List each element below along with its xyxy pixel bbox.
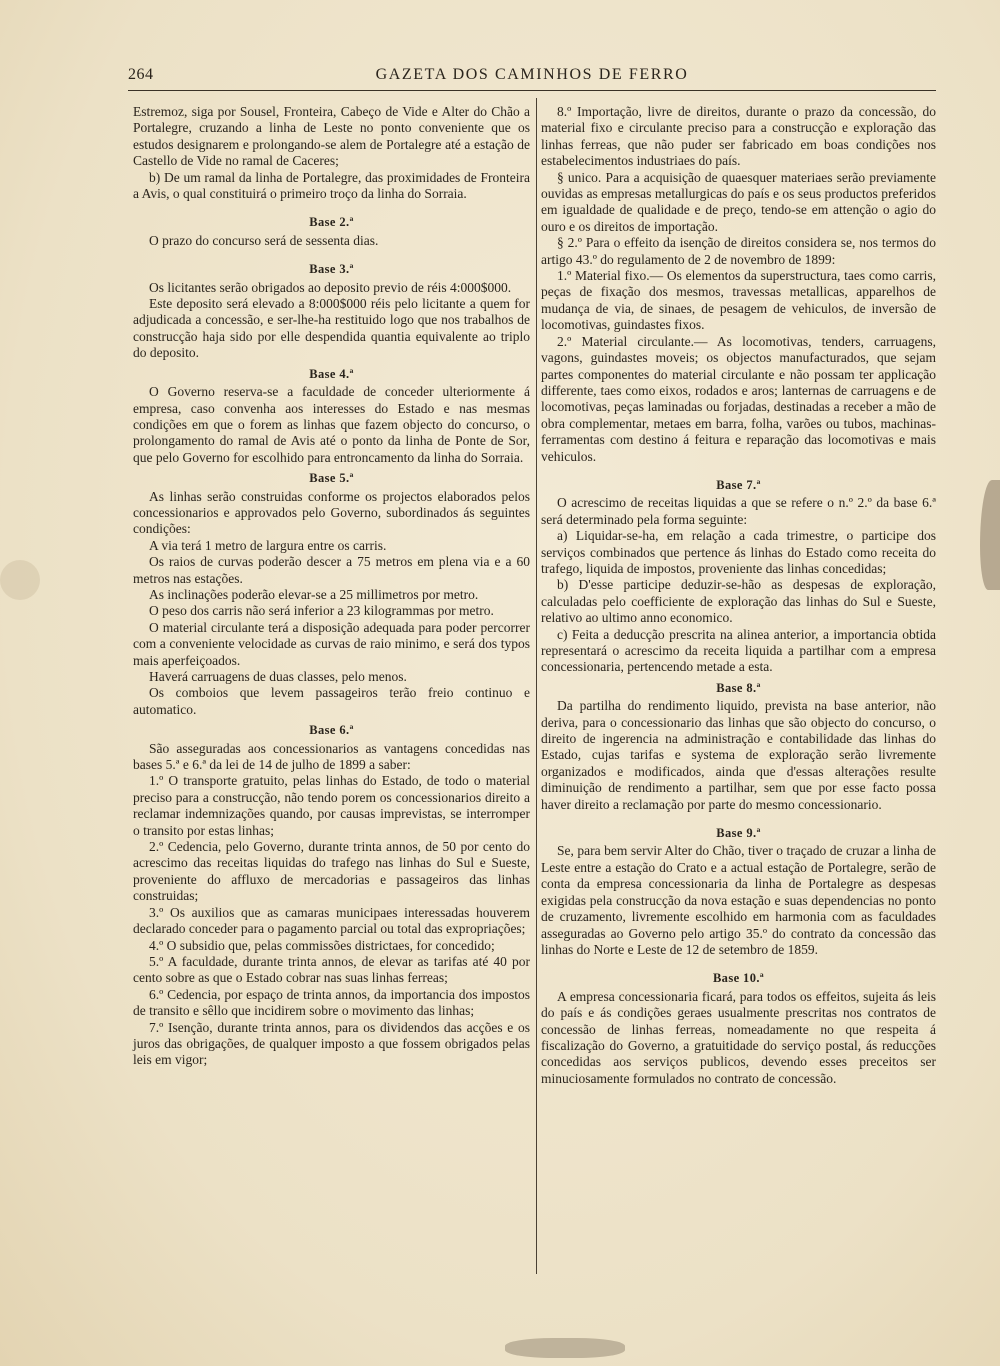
section-heading: Base 2.ª: [309, 215, 354, 230]
page-edge-tear: [980, 480, 1000, 590]
paragraph: O Governo reserva-se a faculdade de conceder ulteriormente á empresa, caso convenha aos interesses do Estado e nas mesmas condições em que o forem as linhas que fazem objecto do concurso, o prolongamento do ramal de Avis até o ponto da linha de Ponte de Sor, que pelo Governo for escolhido para entroncamento da linha do Sorraia.: [133, 384, 530, 465]
page-header: [128, 64, 936, 91]
paragraph: 7.º Isenção, durante trinta annos, para os dividendos das acções e os juros das obrigações, de qualquer imposto a que fossem obrigados pelas leis em vigor;: [133, 1019, 530, 1068]
journal-title: GAZETA DOS CAMINHOS DE FERRO: [375, 66, 689, 83]
page-bottom-tear: [505, 1338, 625, 1358]
paragraph: 1.º Material fixo.— Os elementos da superstructura, taes como carris, peças de fixação dos mesmos, travessas metallicas, apparelhos de mudança de via, de sinaes, de pesagem de vehiculos, de inversão de locomotivas, guindastes fixos.: [541, 268, 936, 333]
section-heading: Base 7.ª: [716, 477, 761, 492]
paragraph: 2.º Material circulante.— As locomotivas, tenders, carruagens, vagons, guindastes moveis; os objectos manufacturados, que sejam partes componentes do material circulante e não possam ter applicação differente, taes como eixos, rodados e aros; lanternas de carruagens e de locomotivas, peças laminadas ou forjadas, destinadas a receber a mão de obra complementar, metaes em barra, folha, varões ou tubos, machinas-ferramentas com destino á feitura e reparação das locomotivas e mais vehiculos.: [541, 333, 936, 464]
paragraph: 5.º A faculdade, durante trinta annos, de elevar as tarifas até 40 por cento sobre as que o Estado cobrar nas suas linhas ferreas;: [133, 953, 530, 986]
paragraph: Este deposito será elevado a 8:000$000 réis pelo licitante a quem for adjudicada a concessão, e ser-lhe-ha restituido logo que nos trabalhos de construcção haja sido por elle despendida quantia equivalente ao triplo do deposito.: [133, 296, 530, 361]
section-heading: Base 9.ª: [716, 826, 761, 841]
paragraph: Os raios de curvas poderão descer a 75 metros em plena via e a 60 metros nas estações.: [133, 554, 530, 586]
column-divider: [536, 98, 537, 1274]
paper-stain: [0, 560, 40, 600]
paragraph: 6.º Cedencia, por espaço de trinta annos, da importancia dos impostos de transito e sêllo que incidirem sobre o movimento das linhas;: [133, 986, 530, 1019]
paragraph: Da partilha do rendimento liquido, prevista na base anterior, não deriva, para o concessionario das linhas que são objecto do concurso, o direito de ingerencia na administração e contabilidade das linhas do Estado, cujas tarifas e systema de exploração serão livremente organizados e modificados, ainda que d'essas alterações resulte diminuição de rendimento a partilhar, sem que por esse facto possa haver direito a reclamação por parte do mesmo concessionario.: [541, 698, 936, 812]
paragraph: São asseguradas aos concessionarios as vantagens concedidas nas bases 5.ª e 6.ª da lei de 14 de julho de 1899 a saber:: [133, 740, 530, 773]
paragraph: b) D'esse participe deduzir-se-hão as despesas de exploração, calculadas pelo coefficiente de exploração das linhas do Sul e Sueste, relativo ao ultimo anno economico.: [541, 577, 936, 626]
paragraph: 3.º Os auxilios que as camaras municipaes interessadas houverem declarado conceder para o pagamento parcial ou total das expropriações;: [133, 904, 530, 937]
paragraph: As linhas serão construidas conforme os projectos elaborados pelos concessionarios e approvados pelo Governo, subordinados ás seguintes condições:: [133, 488, 530, 537]
section-heading: Base 4.ª: [309, 366, 354, 381]
right-column: [541, 104, 936, 1087]
paragraph: § 2.º Para o effeito da isenção de direitos considera se, nos termos do artigo 43.º do regulamento de 2 de novembro de 1899:: [541, 235, 936, 267]
paragraph: O material circulante terá a disposição adequada para poder percorrer com a conveniente velocidade as curvas de raio minimo, e será dos typos mais aperfeiçoados.: [133, 619, 530, 668]
paragraph: O prazo do concurso será de sessenta dias.: [149, 232, 379, 248]
section-heading: Base 10.ª: [712, 971, 765, 986]
paragraph: Os licitantes serão obrigados ao deposito previo de réis 4:000$000.: [149, 279, 512, 295]
paragraph: As inclinações poderão elevar-se a 25 millimetros por metro.: [149, 586, 479, 602]
section-heading: Base 8.ª: [716, 680, 761, 695]
paragraph: 2.º Cedencia, pelo Governo, durante trinta annos, de 50 por cento do acrescimo das receitas liquidas do trafego nas linhas do Sul e Sueste, proveniente do affluxo de mercadorias e passageiros das linhas construidas;: [133, 839, 530, 904]
section-heading: Base 3.ª: [309, 262, 354, 277]
section-heading: Base 6.ª: [309, 723, 354, 738]
paragraph: 8.º Importação, livre de direitos, durante o prazo da concessão, do material fixo e circulante preciso para a construcção e exploração das linhas ferreas, que não puder ser fabricado em boas condições nos estabelecimentos industriaes do país.: [541, 104, 936, 169]
paragraph: b) De um ramal da linha de Portalegre, das proximidades de Fronteira a Avis, o qual constituirá o primeiro troço da linha do Sorraia.: [133, 169, 530, 202]
paragraph: § unico. Para a acquisição de quaesquer materiaes serão previamente ouvidas as empresas metallurgicas do país e os seus productos preferidos em igualdade de qualidade e de preço, tendo-se em attenção o agio do ouro e os direitos de importação.: [541, 169, 936, 234]
paragraph: 1.º O transporte gratuito, pelas linhas do Estado, de todo o material preciso para a construcção, não tendo porem os concessionarios direito a reclamar indemnizações quando, por causas imprevistas, se interromper o transito por estas linhas;: [133, 773, 530, 838]
paragraph: A via terá 1 metro de largura entre os carris.: [149, 537, 387, 553]
paragraph: O acrescimo de receitas liquidas a que se refere o n.º 2.º da base 6.ª será determinado pela forma seguinte:: [541, 495, 936, 527]
section-heading: Base 5.ª: [309, 471, 354, 486]
paragraph: c) Feita a deducção prescrita na alinea anterior, a importancia obtida representará o acrescimo da receita liquida a partilhar com a empresa concessionaria, pertencendo metade a esta.: [541, 626, 936, 675]
page-number: 264: [128, 66, 154, 83]
paragraph: Haverá carruagens de duas classes, pelo menos.: [149, 669, 407, 684]
paragraph: 4.º O subsidio que, pelas commissões districtaes, for concedido;: [149, 937, 495, 953]
paragraph: a) Liquidar-se-ha, em relação a cada trimestre, o participe dos serviços combinados que pertence ás linhas do Estado como receita do trafego, liquida de impostos, proveniente das linhas concedidas;: [541, 528, 936, 576]
paragraph: Os comboios que levem passageiros terão freio continuo e automatico.: [133, 685, 530, 717]
paragraph: Estremoz, siga por Sousel, Fronteira, Cabeço de Vide e Alter do Chão a Portalegre, cruzando a linha de Leste no ponto conveniente que os estudos designarem e prolongando-se alem de Portalegre até a estação de Castello de Vide no ramal de Caceres;: [133, 104, 530, 169]
paragraph: O peso dos carris não será inferior a 23 kilogrammas por metro.: [149, 603, 494, 619]
paragraph: A empresa concessionaria ficará, para todos os effeitos, sujeita ás leis do país e ás condições geraes usualmente prescritas nos contratos de concessão de linhas ferreas, nomeadamente no que respeita á fiscalização do Governo, a gratuitidade do serviço postal, ás reducções concedidas aos serviços publicos, devendo esses preceitos ser minuciosamente formulados no contrato de concessão.: [541, 988, 936, 1086]
left-column: [133, 104, 530, 1069]
paragraph: Se, para bem servir Alter do Chão, tiver o traçado de cruzar a linha de Leste entre a estação do Crato e a actual estação de Portalegre, serão de conta da empresa concessionaria da linha de Portalegre as despesas exigidas pela construcção da nova estação e suas dependencias no ponto de cruzamento, livremente escolhido em harmonia com as faculdades asseguradas ao Governo pelo artigo 35.º do contrato da concessão das linhas do Norte e Leste de 12 de setembro de 1859.: [541, 843, 936, 957]
